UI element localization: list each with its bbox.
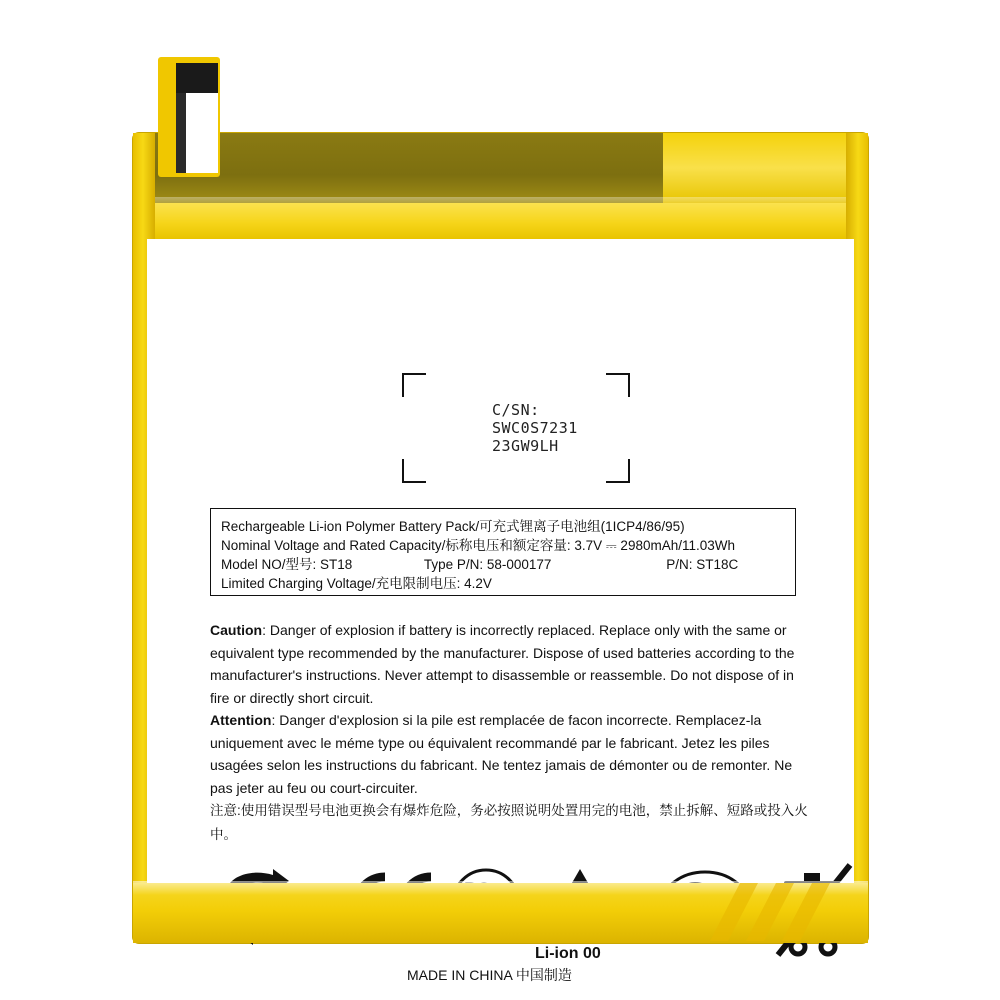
battery-pack bbox=[133, 133, 868, 983]
attention-text: : Danger d'explosion si la pile est remplacée de facon incorrecte. Remplacez-la uniquement avec le méme type ou équivalent recommandé par le fabricant. Jetez les piles usagées selon les instructions du fabricant. Ne tentez jamais de démonter ou de remonter. Ne pas jeter au feu ou court-circuiter. bbox=[210, 712, 793, 796]
attention-label: Attention bbox=[210, 712, 272, 728]
battery-label bbox=[147, 239, 854, 983]
battery-bottom-chevrons bbox=[680, 883, 860, 941]
spec-pn: P/N: ST18C bbox=[666, 557, 739, 572]
serial-line-1: C/SN: bbox=[492, 401, 540, 419]
spec-voltage-capacity: Nominal Voltage and Rated Capacity/标称电压和额定容量: 3.7V ⎓ 2980mAh/11.03Wh bbox=[221, 538, 736, 553]
battery-sub-band bbox=[133, 203, 868, 239]
spec-title: Rechargeable Li-ion Polymer Battery Pack/可充式锂离子电池组(1ICP4/86/95) bbox=[221, 519, 685, 534]
chinese-warning: 注意:使用错误型号电池更换会有爆炸危险，务必按照说明处置用完的电池，禁止拆解、短路或投入火中。 bbox=[210, 803, 808, 842]
liion-label: Li-ion 00 bbox=[535, 945, 601, 962]
serial-line-3: 23GW9LH bbox=[492, 437, 559, 455]
warning-block bbox=[210, 619, 810, 847]
spec-type-pn: Type P/N: 58-000177 bbox=[423, 557, 552, 572]
battery-top-band-right bbox=[663, 133, 868, 203]
spec-model-row bbox=[221, 555, 785, 574]
made-in-label: MADE IN CHINA 中国制造 bbox=[407, 967, 572, 983]
crop-mark-top-right bbox=[606, 373, 630, 397]
attention-paragraph bbox=[210, 709, 810, 799]
serial-line-2: SWC0S7231 bbox=[492, 419, 578, 437]
caution-text: : Danger of explosion if battery is incorrectly replaced. Replace only with the same or equivalent type recommended by the manufacturer. Dispose of used batteries according to the manufacturer's instructions. Never attempt to disassemble or reassemble. Do not dispose of in fire or directly short circuit. bbox=[210, 622, 795, 706]
specification-box bbox=[210, 508, 796, 596]
serial-number-block bbox=[492, 401, 578, 455]
battery-connector-strip bbox=[176, 93, 186, 173]
caution-paragraph bbox=[210, 619, 810, 709]
crop-mark-top-left bbox=[402, 373, 426, 397]
crop-mark-bottom-right bbox=[606, 459, 630, 483]
spec-charging-voltage: Limited Charging Voltage/充电限制电压: 4.2V bbox=[221, 576, 492, 591]
battery-connector-contact bbox=[176, 63, 218, 93]
spec-model: Model NO/型号: ST18 bbox=[221, 557, 353, 572]
caution-label: Caution bbox=[210, 622, 263, 638]
crop-mark-bottom-left bbox=[402, 459, 426, 483]
